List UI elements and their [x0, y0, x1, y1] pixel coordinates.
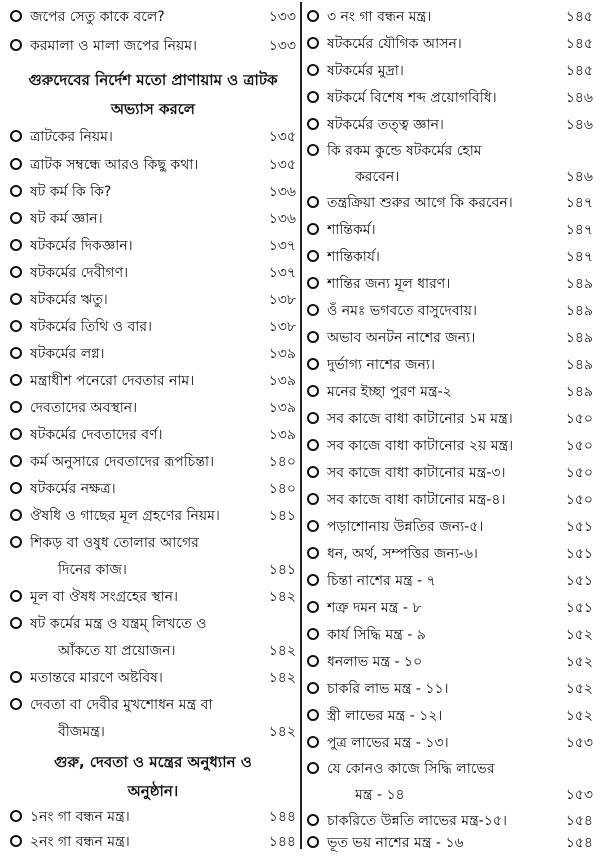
circle-bullet-icon [10, 185, 22, 197]
toc-entry-title: দুর্ভাগ্য নাশের জন্য। [327, 357, 435, 373]
toc-entry-title: যে কোনও কাজে সিদ্ধি লাভের [327, 761, 495, 777]
toc-entry-title: মূল বা ঔষধ সংগ্রহের স্থান। [30, 589, 179, 605]
section-heading: গুরুদেবের নির্দেশ মতো প্রাণায়াম ও ত্রাটক [28, 71, 278, 89]
toc-entry-title: ষটকর্মের যৌগিক আসন। [327, 36, 462, 52]
circle-bullet-icon [307, 736, 319, 748]
toc-page-number: ১৫১ [565, 573, 593, 589]
toc-entry-title: ত্রাটক সম্বন্ধে আরও কিছু কথা। [30, 157, 199, 173]
toc-page-number: ১৩৯ [268, 427, 296, 443]
circle-bullet-icon [307, 223, 319, 235]
circle-bullet-icon [307, 709, 319, 721]
toc-entry-title: সব কাজে বাধা কাটানোর ১ম মন্ত্র। [327, 411, 513, 427]
toc-entry-title: মন্ত্রাধীশ পনেরো দেবতার নাম। [30, 373, 195, 389]
toc-entry-title: শান্তিকর্ম। [327, 222, 376, 238]
toc-entry-title: সব কাজে বাধা কাটানোর মন্ত্র-৩। [327, 465, 506, 481]
circle-bullet-icon [10, 266, 22, 278]
toc-page-number: ১৪৯ [565, 303, 593, 319]
right-column [305, 0, 595, 851]
toc-page-number: ১৪৯ [565, 276, 593, 292]
toc-entry-title: ষট কর্ম জ্ঞান। [30, 211, 103, 227]
circle-bullet-icon [307, 466, 319, 478]
toc-page-number: ১৪১ [268, 562, 296, 578]
toc-entry-title: ষটকর্মে বিশেষ শব্দ প্রয়োগবিধি। [327, 90, 497, 106]
circle-bullet-icon [10, 835, 22, 847]
toc-entry-title: মতান্তরে মারণে অষ্টবিষ। [30, 670, 163, 686]
toc-page-number: ১৫২ [565, 681, 593, 697]
circle-bullet-icon [10, 401, 22, 413]
circle-bullet-icon [307, 655, 319, 667]
circle-bullet-icon [307, 574, 319, 586]
toc-entry-title: স্ত্রী লাভের মন্ত্র - ১২। [327, 708, 443, 724]
circle-bullet-icon [307, 814, 319, 826]
circle-bullet-icon [307, 385, 319, 397]
toc-page-number: ১৫২ [565, 654, 593, 670]
toc-entry-title: ষটকর্মের নক্ষত্র। [30, 481, 116, 497]
toc-page-number: ১৪০ [268, 481, 296, 497]
toc-entry-title: তন্ত্রক্রিয়া শুরুর আগে কি করবেন। [327, 195, 513, 211]
circle-bullet-icon [10, 212, 22, 224]
toc-page-number: ১৪৭ [565, 195, 593, 211]
toc-page-number: ১৪৫ [565, 9, 593, 25]
toc-entry-title: সব কাজে বাধা কাটানোর মন্ত্র-৪। [327, 492, 506, 508]
toc-entry-title: মনের ইচ্ছা পুরণ মন্ত্র-২ [327, 384, 452, 400]
circle-bullet-icon [10, 482, 22, 494]
toc-entry-title: শত্রু দমন মন্ত্র - ৮ [327, 600, 422, 616]
column-divider [300, 2, 302, 849]
toc-entry-title: আঁকতে যা প্রয়োজন। [58, 643, 176, 659]
circle-bullet-icon [307, 64, 319, 76]
toc-page-number: ১৪৯ [565, 357, 593, 373]
toc-page-number: ১৫০ [565, 411, 593, 427]
circle-bullet-icon [307, 682, 319, 694]
circle-bullet-icon [307, 144, 319, 156]
circle-bullet-icon [10, 39, 22, 51]
toc-entry-title: শিকড় বা ওষুধ তোলার আগের [30, 535, 199, 551]
toc-page-number: ১৪০ [268, 454, 296, 470]
toc-page-number: ১৫১ [565, 600, 593, 616]
toc-entry-title: ষটকর্মের মুদ্রা। [327, 63, 404, 79]
toc-page-number: ১৫০ [565, 438, 593, 454]
toc-entry-title: চিন্তা নাশের মন্ত্র - ৭ [327, 573, 436, 589]
toc-page-number: ১৩৫ [268, 129, 296, 145]
toc-entry-title: ষট কর্ম কি কি? [30, 184, 112, 200]
circle-bullet-icon [307, 304, 319, 316]
toc-page-number: ১৪৯ [565, 330, 593, 346]
circle-bullet-icon [10, 810, 22, 822]
circle-bullet-icon [10, 239, 22, 251]
circle-bullet-icon [307, 520, 319, 532]
toc-entry-title: ধন, অর্থ, সম্পত্তির জন্য-৬। [327, 546, 478, 562]
circle-bullet-icon [10, 293, 22, 305]
circle-bullet-icon [307, 10, 319, 22]
toc-page-number: ১৩৭ [268, 238, 296, 254]
circle-bullet-icon [10, 428, 22, 440]
circle-bullet-icon [307, 601, 319, 613]
toc-page-number: ১৪৪ [268, 809, 296, 825]
toc-page-number: ১৫৩ [565, 735, 593, 751]
circle-bullet-icon [307, 762, 319, 774]
toc-page-number: ১৫৪ [565, 813, 593, 829]
toc-entry-title: করমালা ও মালা জপের নিয়ম। [30, 38, 197, 54]
toc-entry-title: ৩ নং গা বন্ধন মন্ত্র। [327, 9, 432, 25]
toc-page-number: ১৩৫ [268, 157, 296, 173]
circle-bullet-icon [307, 547, 319, 559]
toc-page-number: ১৪২ [268, 589, 296, 605]
circle-bullet-icon [307, 331, 319, 343]
toc-entry-title: ষট কর্মের মন্ত্র ও যন্ত্রম্ লিখতে ও [30, 616, 207, 632]
circle-bullet-icon [10, 536, 22, 548]
toc-entry-title: ষটকর্মের দেবীগণ। [30, 265, 129, 281]
toc-entry-title: করবেন। [355, 169, 400, 185]
toc-entry-title: কি রকম কুন্ডে ষটকর্মের হোম [327, 143, 482, 159]
toc-page-number: ১৫০ [565, 465, 593, 481]
toc-page-number: ১৩৬ [268, 184, 296, 200]
toc-page-number: ১৩৯ [268, 346, 296, 362]
toc-page-number: ১৫২ [565, 627, 593, 643]
toc-entry-title: দেবতাদের অবস্থান। [30, 400, 138, 416]
circle-bullet-icon [307, 118, 319, 130]
circle-bullet-icon [10, 347, 22, 359]
toc-entry-title: জপের সেতু কাকে বলে? [30, 9, 165, 25]
circle-bullet-icon [307, 91, 319, 103]
toc-entry-title: অভাব অনটন নাশের জন্য। [327, 330, 476, 346]
toc-entry-title: ওঁ নমঃ ভগবতে বাসুদেবায়। [327, 303, 477, 319]
circle-bullet-icon [10, 509, 22, 521]
toc-page-number: ১৪৬ [565, 169, 593, 185]
toc-entry-title: ষটকর্মের দেবতাদের বর্ণ। [30, 427, 163, 443]
toc-entry-title: পড়াশোনায় উন্নতির জন্য-৫। [327, 519, 484, 535]
toc-page-number: ১৪২ [268, 643, 296, 659]
toc-entry-title: ধনলাভ মন্ত্র - ১০ [327, 654, 423, 670]
circle-bullet-icon [307, 628, 319, 640]
circle-bullet-icon [307, 439, 319, 451]
toc-entry-title: কর্ম অনুসারে দেবতাদের রূপচিন্তা। [30, 454, 215, 470]
toc-entry-title: পুত্র লাভের মন্ত্র - ১৩। [327, 735, 449, 751]
toc-entry-title: ভূত ভয় নাশের মন্ত্র - ১৬ [327, 835, 464, 851]
toc-page-number: ১৪৯ [565, 384, 593, 400]
circle-bullet-icon [307, 250, 319, 262]
toc-entry-title: শান্তিকার্য। [327, 249, 380, 265]
toc-page-number: ১৪৬ [565, 117, 593, 133]
toc-page-number: ১৪২ [268, 670, 296, 686]
toc-page-number: ১৩৯ [268, 400, 296, 416]
circle-bullet-icon [10, 671, 22, 683]
toc-page-number: ১৪৬ [565, 90, 593, 106]
toc-entry-title: কার্য সিদ্ধি মন্ত্র - ৯ [327, 627, 426, 643]
toc-page-number: ১৩৩ [268, 38, 296, 54]
circle-bullet-icon [307, 196, 319, 208]
toc-page-number: ১৫১ [565, 519, 593, 535]
toc-entry-title: ষটকর্মের দিকজ্ঞান। [30, 238, 133, 254]
circle-bullet-icon [10, 320, 22, 332]
circle-bullet-icon [307, 277, 319, 289]
circle-bullet-icon [10, 374, 22, 386]
toc-page-number: ১৩৯ [268, 373, 296, 389]
circle-bullet-icon [10, 10, 22, 22]
toc-page-number: ১৫১ [565, 546, 593, 562]
toc-entry-title: ২নং গা বন্ধন মন্ত্র। [30, 834, 130, 850]
circle-bullet-icon [307, 836, 319, 848]
toc-entry-title: ষটকর্মের তিথি ও বার। [30, 319, 153, 335]
toc-page-number: ১৪২ [268, 724, 296, 740]
toc-entry-title: ষটকর্মের তত্ত্ব জ্ঞান। [327, 117, 444, 133]
toc-entry-title: দিনের কাজ। [58, 562, 127, 578]
section-heading: অনুষ্ঠান। [127, 782, 179, 800]
toc-entry-title: দেবতা বা দেবীর মুখশোধন মন্ত্র বা [30, 697, 213, 713]
toc-entry-title: ১নং গা বন্ধন মন্ত্র। [30, 809, 130, 825]
toc-entry-title: বীজমন্ত্র। [58, 724, 105, 740]
toc-page-number: ১৩৭ [268, 265, 296, 281]
toc-page-number: ১৪৫ [565, 36, 593, 52]
toc-entry-title: চাকরিতে উন্নতি লাভের মন্ত্র-১৫। [327, 813, 507, 829]
toc-entry-title: ঔষধি ও গাছের মূল গ্রহণের নিয়ম। [30, 508, 220, 524]
toc-page-number: ১৫২ [565, 708, 593, 724]
toc-page-number: ১৪৭ [565, 249, 593, 265]
toc-entry-title: সব কাজে বাধা কাটানোর ২য় মন্ত্র। [327, 438, 514, 454]
toc-page-number: ১৫৪ [565, 835, 593, 851]
circle-bullet-icon [10, 698, 22, 710]
toc-entry-title: শান্তির জন্য মূল ধারণ। [327, 276, 451, 292]
toc-entry-title: চাকরি লাভ মন্ত্র - ১১। [327, 681, 449, 697]
toc-page-number: ১৪৪ [268, 834, 296, 850]
toc-entry-title: ষটকর্মের ঋতু। [30, 292, 108, 308]
toc-page-number: ১৫৩ [565, 787, 593, 803]
circle-bullet-icon [307, 37, 319, 49]
circle-bullet-icon [307, 412, 319, 424]
toc-entry-title: মন্ত্র - ১৪ [355, 787, 405, 803]
section-heading: অভ্যাস করলে [111, 100, 195, 118]
circle-bullet-icon [10, 130, 22, 142]
toc-entry-title: ষটকর্মের লগ্ন। [30, 346, 105, 362]
toc-page-number: ১৪৫ [565, 63, 593, 79]
circle-bullet-icon [10, 617, 22, 629]
circle-bullet-icon [307, 358, 319, 370]
circle-bullet-icon [307, 493, 319, 505]
toc-page-number: ১৩৮ [268, 292, 296, 308]
toc-page-number: ১৪৭ [565, 222, 593, 238]
toc-page-number: ১৫০ [565, 492, 593, 508]
circle-bullet-icon [10, 455, 22, 467]
toc-page-number: ১৩৬ [268, 211, 296, 227]
section-heading: গুরু, দেবতা ও মন্ত্রের অনুধ্যান ও [54, 753, 252, 771]
circle-bullet-icon [10, 590, 22, 602]
left-column [8, 0, 298, 851]
toc-page-number: ১৪১ [268, 508, 296, 524]
toc-page-number: ১৩৮ [268, 319, 296, 335]
toc-page-number: ১৩৩ [268, 9, 296, 25]
circle-bullet-icon [10, 158, 22, 170]
toc-entry-title: ত্রাটকের নিয়ম। [30, 129, 113, 145]
